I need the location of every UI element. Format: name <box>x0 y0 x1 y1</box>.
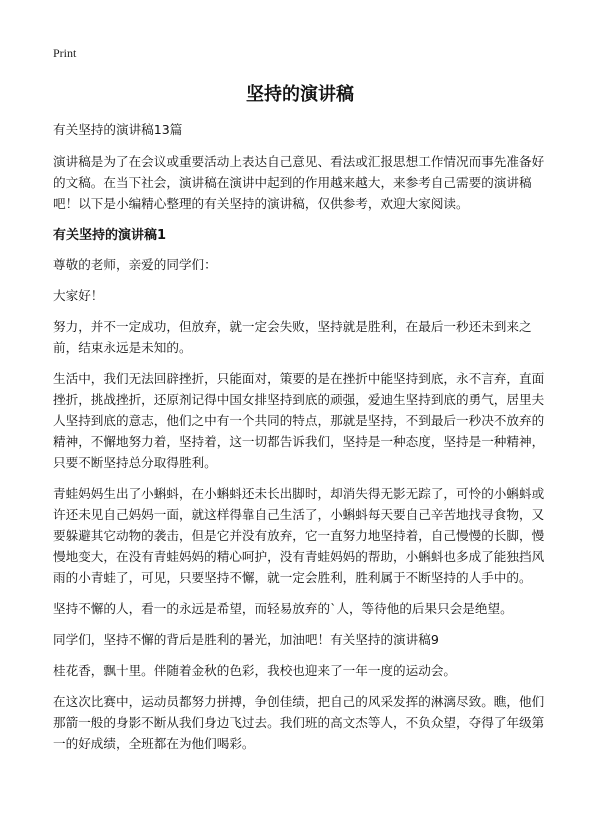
document-body <box>53 119 550 764</box>
paragraph: 桂花香，飘十里。伴随着金秋的色彩，我校也迎来了一年一度的运动会。 <box>53 663 456 678</box>
intro-paragraph: 演讲稿是为了在会议或重要活动上表达自己意见、看法或汇报思想工作情况而事先准备好的文稿。在当下社会，演讲稿在演讲中起到的作用越来越大，来参考自己需要的演讲稿吧！以下是小编精心整理的有关坚持的演讲稿，仅供参考，欢迎大家阅读。 <box>53 154 545 211</box>
paragraph: 生活中，我们无法回辟挫折，只能面对，策要的是在挫折中能坚持到底，永不言弃，直面挫折，挑战挫折，还原剂记得中国女排坚持到底的顽强，爱迪生坚持到底的勇气，居里夫人坚持到底的意志，他们之中有一个共同的特点，那就是坚持，不到最后一秒决不放弃的精神，不懈地努力着，坚持着，这一切都告诉我们，坚持是一种态度，坚持是一种精神，只要不断坚持总分取得胜利。 <box>53 371 545 470</box>
paragraph: 努力，并不一定成功，但放弃，就一定会失败，坚持就是胜利，在最后一秒还未到来之前，结束永远是未知的。 <box>53 319 532 355</box>
paragraph-salutation: 尊敬的老师，亲爱的同学们： <box>53 257 217 272</box>
document-title: 坚持的演讲稿 <box>246 84 354 105</box>
print-link[interactable]: Print <box>53 46 77 60</box>
section-heading: 有关坚持的演讲稿1 <box>53 228 167 243</box>
paragraph: 坚持不懈的人，看一的永远是希望，而轻易放弃的`人，等待他的后果只会是绝望。 <box>53 601 513 616</box>
paragraph: 在这次比赛中，运动员都努力拼搏，争创佳绩，把自己的风采发挥的淋漓尽致。瞧，他们那箭一般的身影不断从我们身边飞过去。我们班的高文杰等人，不负众望，夺得了年级第一的好成绩，全班都在为他们喝彩。 <box>53 694 545 751</box>
paragraph: 青蛙妈妈生出了小蝌蚪，在小蝌蚪还未长出脚时，却消失得无影无踪了，可怜的小蝌蚪或许还未见自己妈妈一面，就这样得靠自己生活了，小蝌蚪每天要自己辛苦地找寻食物，又要躲避其它动物的袭击，但是它并没有放弃，它一直努力地坚持着，自己慢慢的长脚，慢慢地变大，在没有青蛙妈妈的精心呵护，没有青蛙妈妈的帮助，小蝌蚪也多成了能独挡风雨的小青蛙了，可见，只要坚持不懈，就一定会胜利，胜利属于不断坚持的人手中的。 <box>53 486 545 585</box>
paragraph: 同学们，坚持不懈的背后是胜利的暑光，加油吧！有关坚持的演讲稿9 <box>53 632 439 647</box>
paragraph-greeting: 大家好！ <box>53 288 104 303</box>
document-subtitle: 有关坚持的演讲稿13篇 <box>53 122 183 137</box>
